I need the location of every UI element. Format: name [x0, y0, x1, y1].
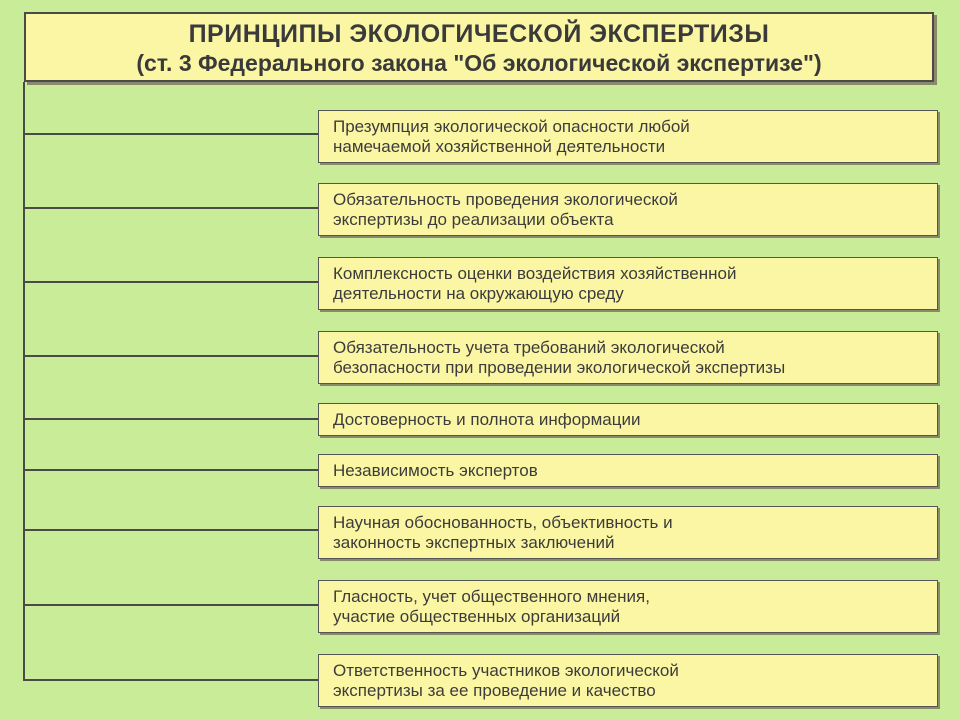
principle-text-line: Комплексность оценки воздействия хозяйственной — [333, 264, 737, 283]
connector-branch-line — [23, 529, 318, 531]
principle-text-line: законность экспертных заключений — [333, 533, 615, 552]
connector-branch-line — [23, 355, 318, 357]
principle-box — [318, 403, 938, 436]
principle-text-line: Обязательность проведения экологической — [333, 190, 678, 209]
principle-text-line: экспертизы за ее проведение и качество — [333, 681, 656, 700]
principle-text-line: безопасности при проведении экологической экспертизы — [333, 358, 786, 377]
principle-text-line: Презумпция экологической опасности любой — [333, 117, 690, 136]
diagram-title: ПРИНЦИПЫ ЭКОЛОГИЧЕСКОЙ ЭКСПЕРТИЗЫ — [188, 20, 770, 48]
principle-box — [318, 654, 938, 707]
connector-branch-line — [23, 133, 318, 135]
principle-text-line: участие общественных организаций — [333, 607, 621, 626]
connector-branch-line — [23, 418, 318, 420]
principle-text-line: Научная обоснованность, объективность и — [333, 513, 673, 532]
principle-text-line: Достоверность и полнота информации — [333, 410, 641, 429]
connector-branch-line — [23, 604, 318, 606]
diagram-title-box — [24, 12, 934, 82]
principle-text-line: экспертизы до реализации объекта — [333, 210, 614, 229]
connector-branch-line — [23, 469, 318, 471]
connector-branch-line — [23, 207, 318, 209]
principle-text-line: Ответственность участников экологической — [333, 661, 679, 680]
connector-branch-line — [23, 281, 318, 283]
connector-trunk-line — [23, 82, 25, 680]
principle-box — [318, 110, 938, 163]
principle-text-line: намечаемой хозяйственной деятельности — [333, 137, 666, 156]
principle-text-line: Независимость экспертов — [333, 461, 538, 480]
connector-branch-line — [23, 679, 318, 681]
principle-box — [318, 506, 938, 559]
principle-box — [318, 331, 938, 384]
principle-box — [318, 183, 938, 236]
principle-box — [318, 257, 938, 310]
diagram-subtitle: (ст. 3 Федерального закона "Об экологической экспертизе") — [136, 50, 822, 76]
principle-box — [318, 454, 938, 487]
principle-box — [318, 580, 938, 633]
principle-text-line: Гласность, учет общественного мнения, — [333, 587, 650, 606]
principle-text-line: Обязательность учета требований экологической — [333, 338, 725, 357]
principle-text-line: деятельности на окружающую среду — [333, 284, 624, 303]
